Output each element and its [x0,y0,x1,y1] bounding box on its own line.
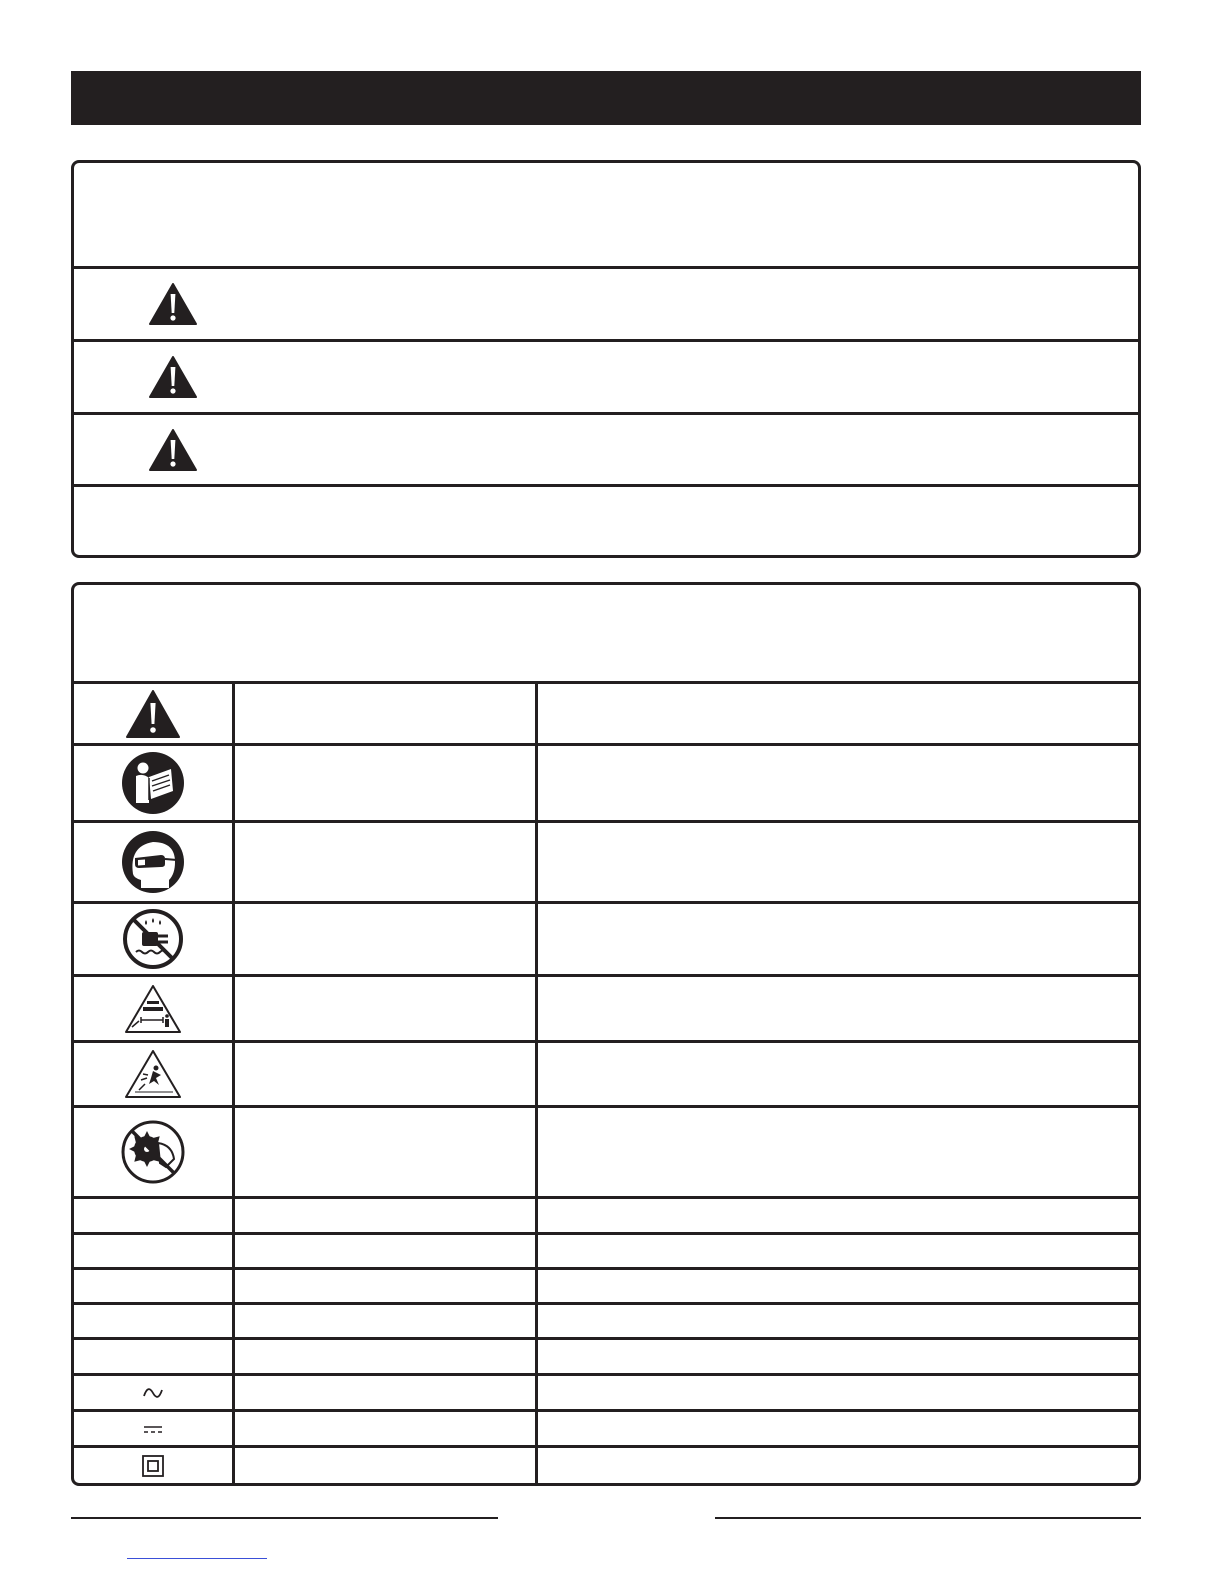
section-header-bar [71,71,1141,125]
warning-safety-alert-icon [144,342,202,412]
column-divider [232,681,235,1483]
danger-safety-alert-icon [144,269,202,339]
row-divider [74,820,1138,823]
footer-rule-left [71,1517,498,1519]
row-divider [74,1373,1138,1376]
no-blade-icon [74,1108,232,1196]
row-divider [74,1232,1138,1235]
alternating-current-icon [74,1376,232,1409]
row-divider [74,743,1138,746]
bystander-distance-icon [74,977,232,1040]
row-divider [74,1105,1138,1108]
table-header-divider [74,681,1138,684]
direct-current-icon [74,1412,232,1445]
class-ii-construction-icon [74,1448,232,1483]
row-divider [74,1267,1138,1270]
divider [74,339,1138,342]
symbols-table [71,582,1141,1486]
row-divider [74,1409,1138,1412]
wet-conditions-alert-icon [74,904,232,974]
row-divider [74,901,1138,904]
signal-word-box [71,160,1141,558]
row-divider [74,1337,1138,1340]
thrown-objects-icon [74,1043,232,1105]
column-divider [535,681,538,1483]
divider [74,412,1138,415]
divider [74,266,1138,269]
divider [74,484,1138,487]
caution-safety-alert-icon [144,415,202,484]
eye-protection-icon [74,823,232,901]
row-divider [74,1302,1138,1305]
safety-alert-icon [74,684,232,743]
read-manual-icon [74,746,232,820]
row-divider [74,1040,1138,1043]
footer-rule-right [715,1517,1141,1519]
row-divider [74,1196,1138,1199]
footer-link-underline[interactable] [127,1558,267,1559]
row-divider [74,1445,1138,1448]
row-divider [74,974,1138,977]
